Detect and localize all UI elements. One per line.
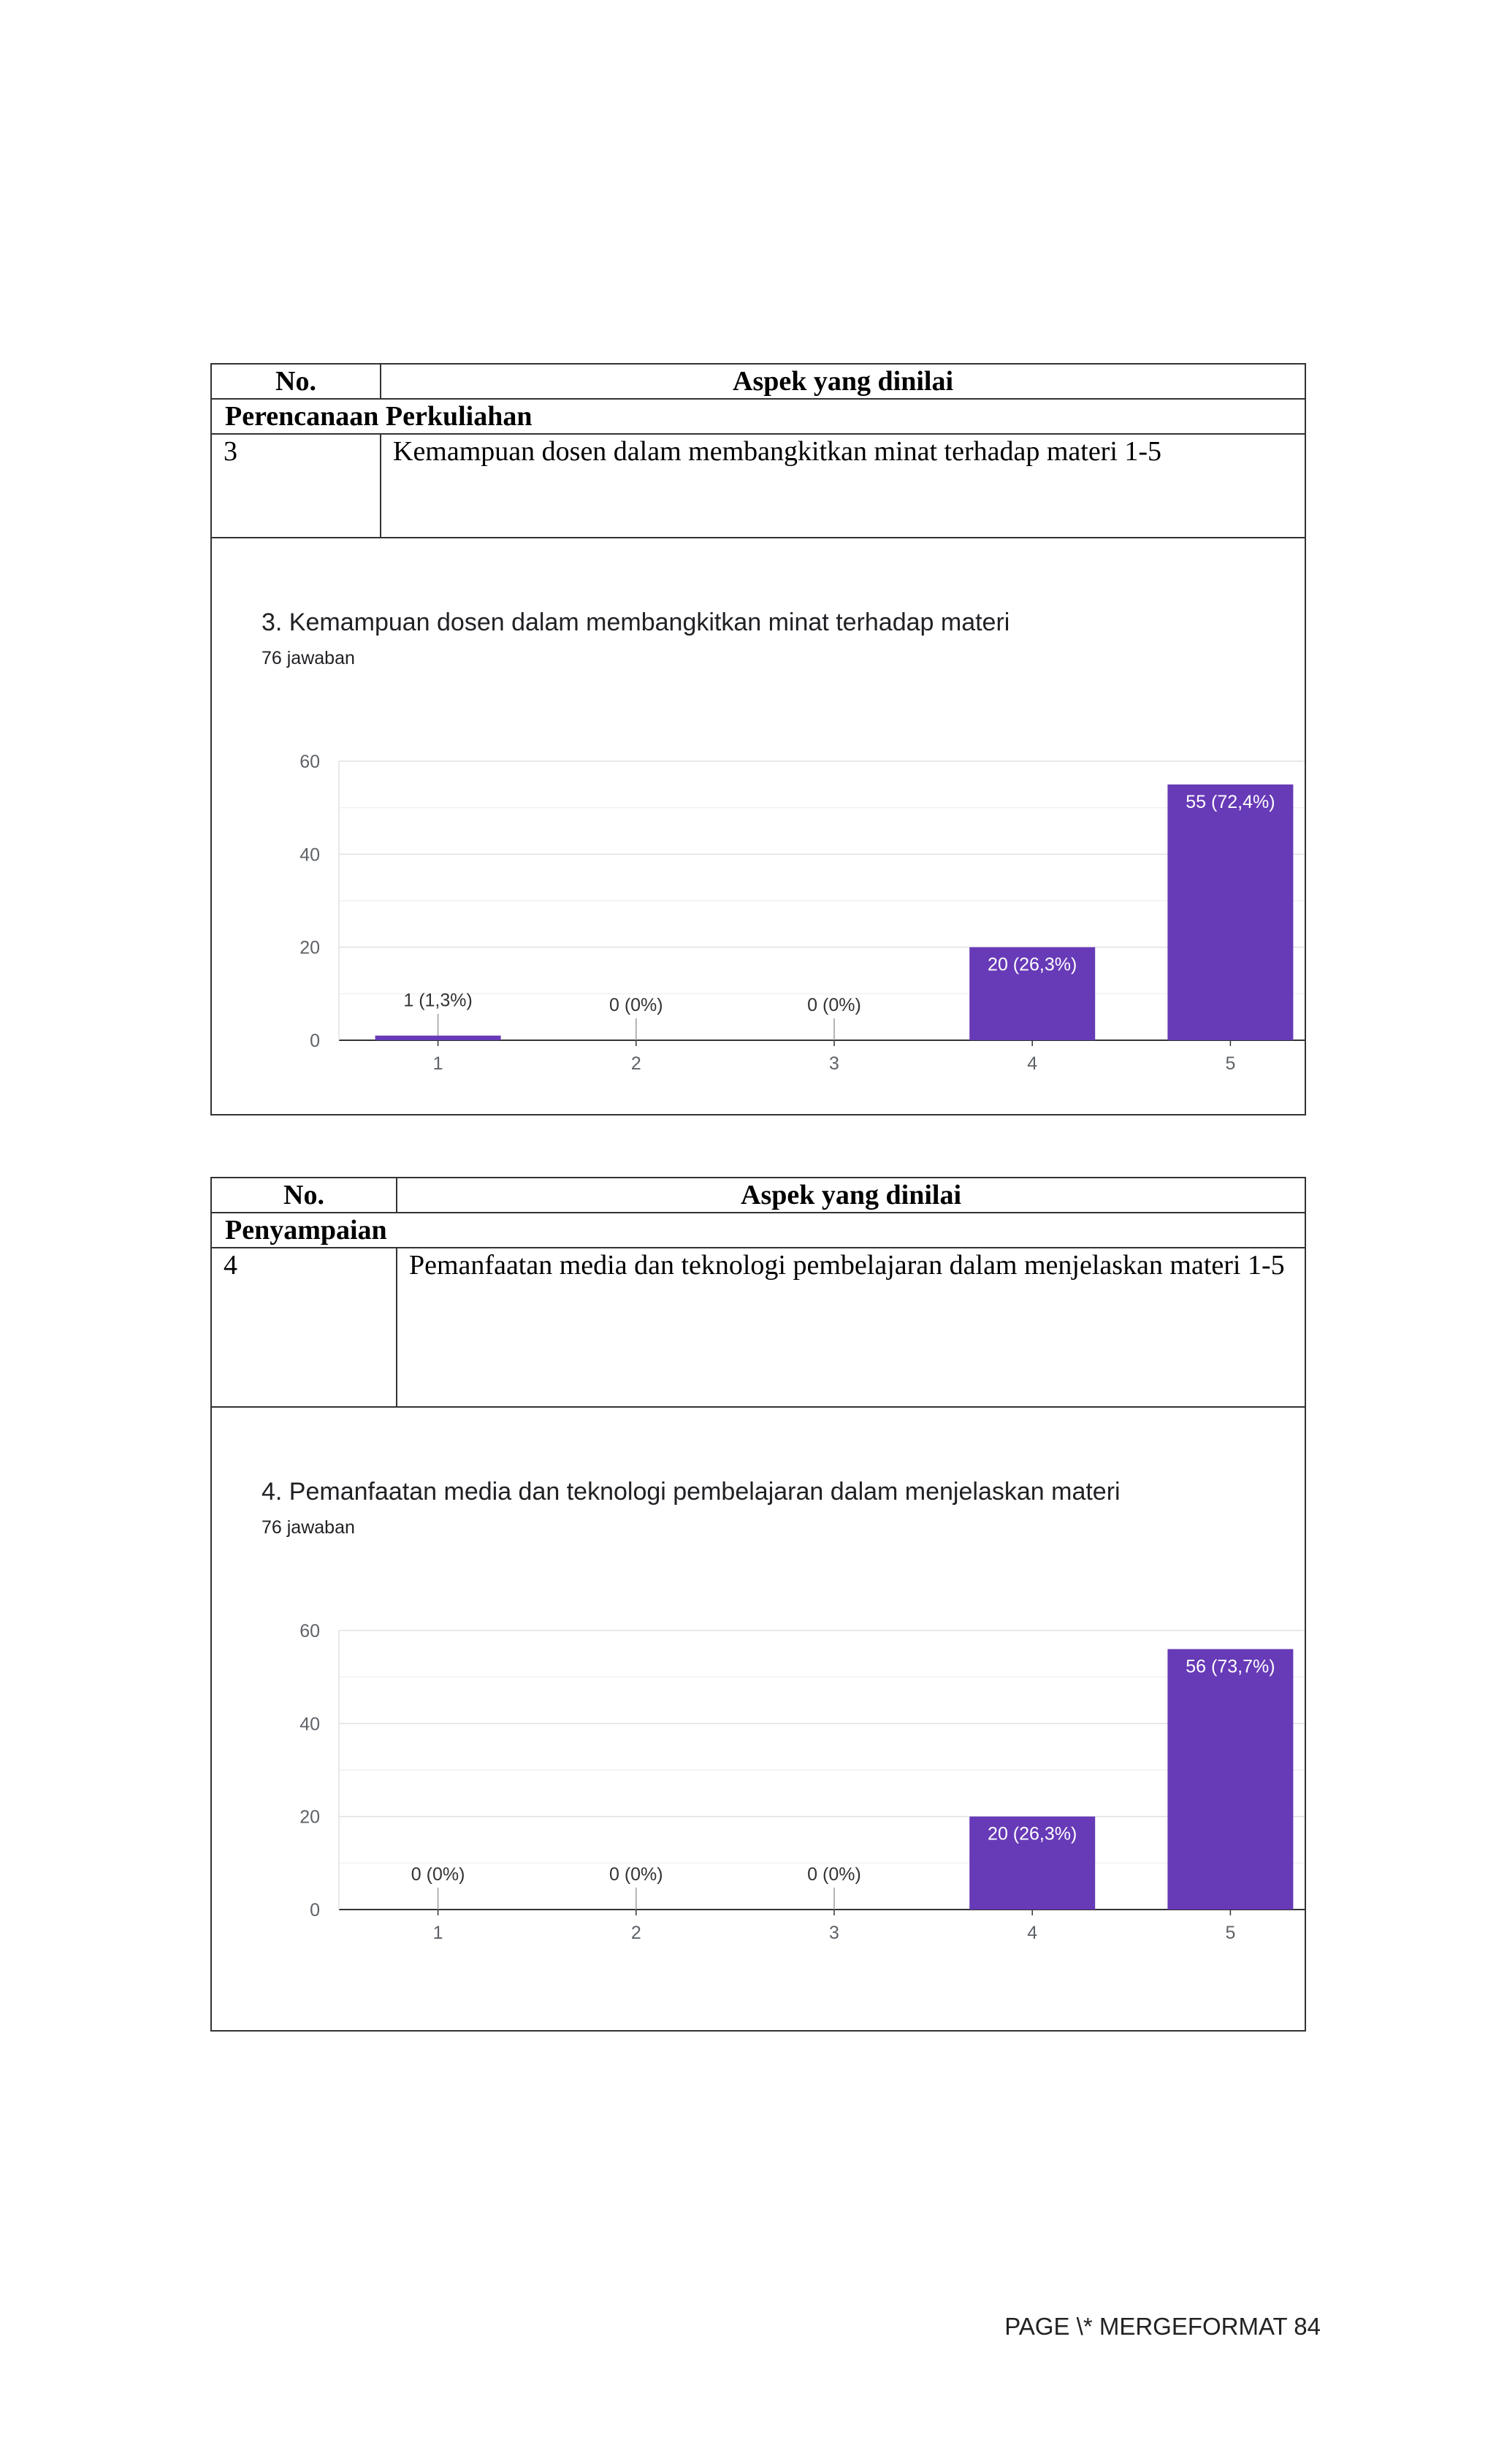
data-label: 0 (0%) — [807, 995, 861, 1015]
header-aspect: Aspek yang dinilai — [397, 1178, 1305, 1213]
y-tick-label: 60 — [299, 1621, 320, 1641]
data-label: 20 (26,3%) — [988, 954, 1077, 975]
x-tick-label: 3 — [829, 1923, 839, 1943]
data-label: 0 (0%) — [608, 1864, 663, 1885]
data-label: 0 (0%) — [411, 1864, 465, 1885]
data-label: 1 (1,3%) — [403, 990, 473, 1011]
x-tick-label: 1 — [432, 1923, 443, 1943]
section-title: Penyampaian — [211, 1213, 1305, 1248]
x-tick-label: 1 — [432, 1053, 443, 1074]
section-title: Perencanaan Perkuliahan — [211, 399, 1305, 434]
y-tick-label: 40 — [299, 1714, 320, 1735]
bar-chart-1 — [212, 538, 1306, 1115]
data-label: 0 (0%) — [807, 1864, 861, 1885]
chart-panel-1 — [210, 538, 1306, 1115]
x-tick-label: 5 — [1225, 1053, 1236, 1074]
x-tick-label: 2 — [630, 1923, 641, 1943]
x-tick-label: 4 — [1027, 1923, 1038, 1943]
chart-title: 3. Kemampuan dosen dalam membangkitkan minat terhadap materi — [262, 609, 1010, 636]
aspect-table-1 — [210, 363, 1306, 538]
aspect-block-1 — [210, 363, 1306, 1115]
x-tick-label: 3 — [829, 1053, 839, 1074]
y-tick-label: 20 — [299, 1807, 320, 1828]
item-number: 3 — [211, 434, 381, 538]
y-tick-label: 0 — [310, 1031, 320, 1051]
bar — [1167, 785, 1293, 1040]
data-label: 0 (0%) — [608, 995, 663, 1015]
aspect-block-2 — [210, 1177, 1306, 2032]
item-text: Kemampuan dosen dalam membangkitkan minat terhadap materi 1-5 — [381, 434, 1305, 538]
x-tick-label: 4 — [1027, 1053, 1038, 1074]
chart-subtitle: 76 jawaban — [262, 1517, 355, 1538]
page-footer: PAGE \* MERGEFORMAT 84 — [1004, 2313, 1321, 2340]
header-no: No. — [211, 1178, 397, 1213]
y-tick-label: 40 — [299, 844, 320, 866]
bar-chart-2 — [212, 1408, 1306, 2032]
header-no: No. — [211, 364, 381, 399]
data-label: 20 (26,3%) — [988, 1823, 1077, 1845]
item-number: 4 — [211, 1248, 397, 1407]
chart-subtitle: 76 jawaban — [262, 648, 355, 668]
bar — [375, 1036, 501, 1040]
y-tick-label: 20 — [299, 937, 320, 958]
bar — [1167, 1649, 1293, 1910]
chart-title: 4. Pemanfaatan media dan teknologi pembelajaran dalam menjelaskan materi — [262, 1478, 1121, 1506]
y-tick-label: 0 — [310, 1900, 320, 1921]
data-label: 56 (73,7%) — [1186, 1656, 1275, 1677]
header-aspect: Aspek yang dinilai — [381, 364, 1305, 399]
y-tick-label: 60 — [299, 752, 320, 772]
aspect-table-2 — [210, 1177, 1306, 1408]
data-label: 55 (72,4%) — [1186, 791, 1275, 812]
item-text: Pemanfaatan media dan teknologi pembelajaran dalam menjelaskan materi 1-5 — [397, 1248, 1305, 1407]
chart-panel-2 — [210, 1408, 1306, 2032]
x-tick-label: 5 — [1225, 1923, 1236, 1943]
x-tick-label: 2 — [630, 1053, 641, 1074]
